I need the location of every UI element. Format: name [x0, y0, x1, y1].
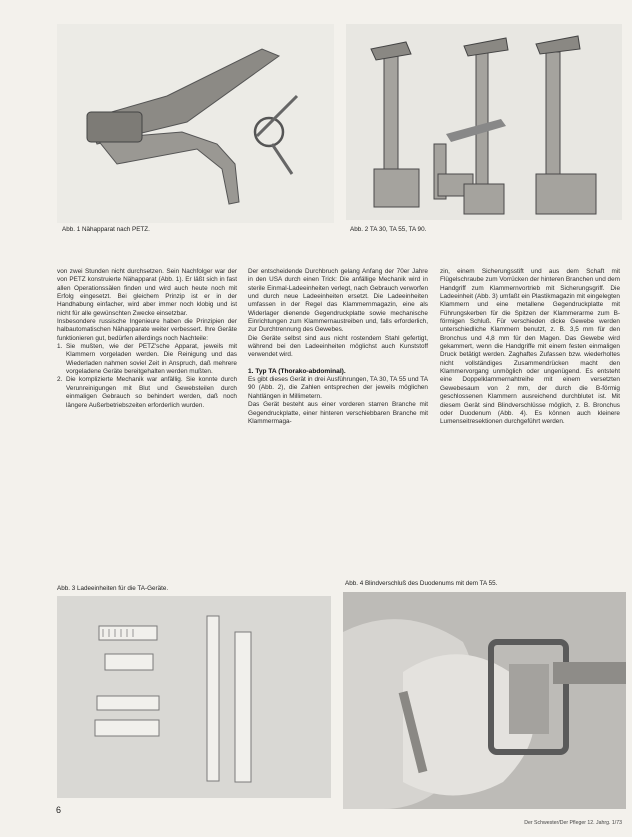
col2-paragraph-4: Das Gerät besteht aus einer vorderen starren Branche mit Gegendruckplatte, einer hinteren verschiebbaren Branche mit Klammermaga-: [248, 401, 428, 425]
text-column-3: [440, 268, 620, 427]
page-number: 6: [56, 805, 62, 815]
figure-1-caption: Abb. 1 Nähapparat nach PETZ.: [62, 226, 150, 233]
text-column-2: [248, 268, 428, 426]
col1-numbered-list: [57, 343, 237, 410]
col2-paragraph-1: Der entscheidende Durchbruch gelang Anfang der 70er Jahre in den USA durch einen Trick: Die anfällige Mechanik wird in sterile Einmal-Ladeeinheiten verlegt, nach Gebrauch verworfen und durch neue Ladeeinheiten ersetzt. Die Ladeeinheiten umfassen in der Regel das Klammernmagazin, eine als Widerlager dienende Gegendruckplatte sowie mechanische Einrichtungen zum Klammernaustreiben und, falls erforderlich, zur Durchtrennung des Gewebes.: [248, 268, 428, 334]
list-item-number: 1.: [57, 343, 63, 351]
list-item: [57, 376, 237, 409]
col2-paragraph-3: Es gibt dieses Gerät in drei Ausführungen, TA 30, TA 55 und TA 90 (Abb. 2), die Zahlen entsprechen der jeweils möglichen Nahtlängen in Millimetern.: [248, 376, 428, 400]
list-item-text: Sie mußten, wie der PETZ'sche Apparat, jeweils mit Klammern vorgeladen werden. Die Reinigung und das Wiederladen nahmen soviel Zeit in Anspruch, daß mehrere vorgeladene Geräte bereitgehalten werden mußten.: [66, 343, 237, 376]
ta-staplers-image: [346, 24, 622, 220]
text-column-1: [57, 268, 237, 410]
section-heading-ta: 1. Typ TA (Thorako-abdominal).: [248, 367, 346, 375]
suturing-device-petz-image: [57, 24, 334, 223]
figure-2-caption: Abb. 2 TA 30, TA 55, TA 90.: [350, 226, 427, 233]
list-item-text: Die komplizierte Mechanik war anfällig. Sie konnte durch Verunreinigungen mit Blut und Gewebsteilen durch einmaligen Gebrauch so behindert werden, daß noch längere Außerbetriebszeiten erforderlich wurden.: [66, 376, 237, 409]
list-item: [57, 343, 237, 376]
list-item-number: 2.: [57, 376, 63, 384]
figure-3-caption: Abb. 3 Ladeeinheiten für die TA-Geräte.: [57, 585, 169, 592]
figure-3-photo: [57, 596, 331, 798]
figure-4-caption: Abb. 4 Blindverschluß des Duodenums mit dem TA 55.: [345, 580, 498, 587]
col2-paragraph-2: Die Geräte selbst sind aus nicht rostendem Stahl gefertigt, während bei den Ladeeinheiten möglichst auch Kunststoff verwendet wird.: [248, 334, 428, 359]
col1-paragraph-2: Insbesondere russische Ingenieure haben die Prinzipien der halbautomatischen Nähapparate weiter verbessert. Ihre Geräte funktionieren gut, bedürfen allerdings noch Nachteile:: [57, 318, 237, 342]
figure-4-photo: [343, 592, 626, 809]
col1-intro-paragraph: von zwei Stunden nicht durchsetzen. Sein Nachfolger war der von PETZ konstruierte Nähapparat (Abb. 1). Er läßt sich in fast allen Operationssälen finden und wird auch heute noch mit Erfolg eingesetzt. Bei gleichem Prinzip ist er in der Handhabung einfacher, wird aber immer noch klobig und ist nicht für alle gewünschten Zwecke einsetzbar.: [57, 268, 237, 317]
loading-units-image: [57, 596, 331, 798]
journal-footer: Der Schwester/Der Pfleger 12. Jahrg. 1/73: [524, 820, 622, 826]
figure-1-photo: [57, 24, 334, 223]
col3-paragraph-1: zin, einem Sicherungsstift und aus dem Schaft mit Flügelschraube zum Vorrücken der hinteren Branchen und dem Handgriff zum Klammernvortrieb mit Sicherungsgriff. Die Ladeeinheit (Abb. 3) umfaßt ein Plastikmagazin mit eingelegten Klammern und eine metallene Gegendruckplatte mit Führungskerben für die Spitzen der Klammerarme zum B-förmigen Schluß. Für verschieden dicke Gewebe werden unterschiedliche Klammern benutzt, z. B. 3,5 mm für den Bronchus und 4,8 mm für den Magen. Das Gewebe wird gekammert, wenn die Handgriffe mit einem festen einmaligen Druck betätigt werden. Zaghaftes Zufassen bzw. wiederholtes nicht vollständiges Zusammendrücken macht den Klammervorgang unmöglich oder ungenügend. Es entsteht eine Doppelklammernahtreihe mit einem versetzten Gewebesaum von 2 mm, der durch die B-förmig geschlossenen Klammern ausreichend durchblutet ist. Mit diesem Gerät sind Blindverschlüsse möglich, z. B. Bronchus oder Duodenum (Abb. 4). Es können auch kleinere Lumenseitresektionen durchgeführt werden.: [440, 268, 620, 426]
duodenum-closure-image: [343, 592, 626, 809]
figure-2-photo: [346, 24, 622, 220]
